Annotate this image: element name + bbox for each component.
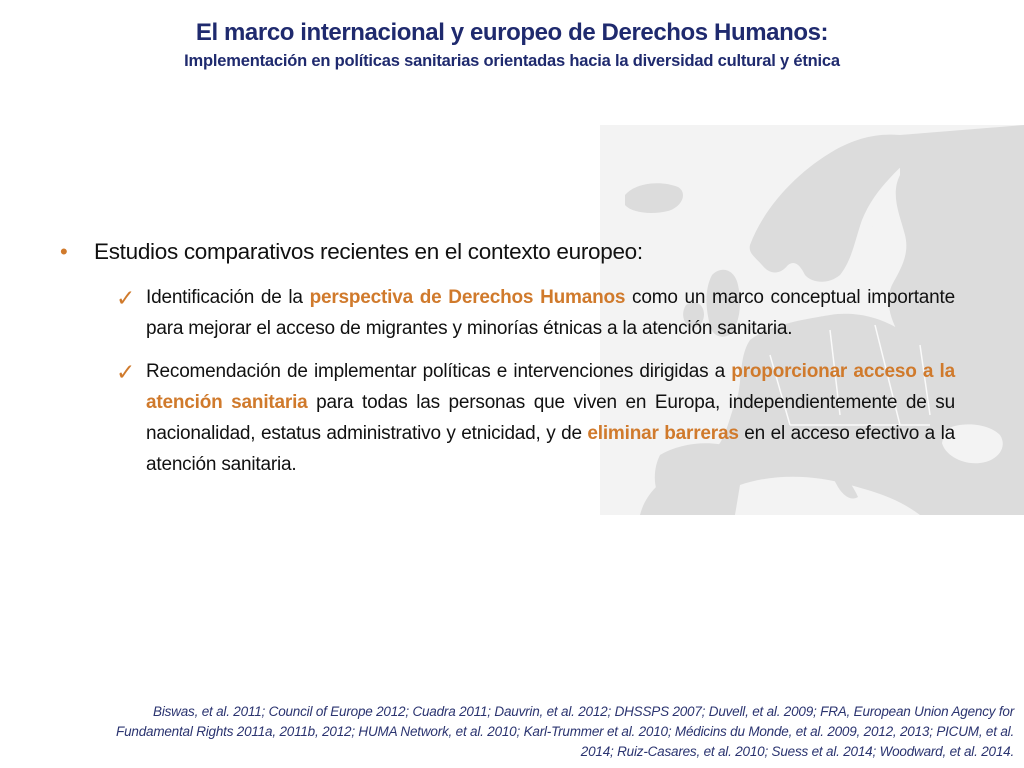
reference-line: Biswas, et al. 2011; Council of Europe 2012; Cuadra 2011; Dauvrin, et al. 2012; DHSSPS 2007; Duvell, et al. 2009; FRA, European Union Agency for xyxy=(153,704,1014,719)
references xyxy=(24,702,1014,762)
sub-bullet-text: Identificación de la xyxy=(146,287,310,308)
reference-line: 2014; Ruiz-Casares, et al. 2010; Suess et al. 2014; Woodward, et al. 2014. xyxy=(580,744,1014,759)
slide-content xyxy=(60,236,955,492)
highlight-text: proporcionar acceso a la atención sanitaria xyxy=(146,361,956,413)
sub-bullet-item xyxy=(60,356,955,480)
highlight-text: perspectiva de Derechos Humanos xyxy=(309,287,626,308)
slide-subtitle: Implementación en políticas sanitarias orientadas hacia la diversidad cultural y étnica xyxy=(184,52,840,70)
reference-line: Fundamental Rights 2011a, 2011b, 2012; HUMA Network, et al. 2010; Karl-Trummer et al. 2010; Médicins du Monde, et al. 2009, 2012, 2013; PICUM, et al. xyxy=(116,724,1014,739)
title-block xyxy=(0,18,1024,73)
main-bullet xyxy=(60,236,955,268)
highlight-text: eliminar barreras xyxy=(587,423,739,444)
main-bullet-text: Estudios comparativos recientes en el contexto europeo: xyxy=(94,239,643,264)
sub-bullet-item xyxy=(60,282,955,344)
bullet-dot-icon: • xyxy=(60,239,68,264)
sub-bullet-text: Recomendación de implementar políticas e intervenciones dirigidas a xyxy=(146,361,732,382)
sub-bullet-text: como un marco conceptual importante para mejorar el acceso de migrantes y minorías étnicas a la atención sanitaria. xyxy=(146,287,955,339)
sub-bullet-text: en el acceso efectivo a la atención sanitaria. xyxy=(146,423,955,475)
slide-title: El marco internacional y europeo de Derechos Humanos: xyxy=(195,19,829,46)
checkmark-icon: ✓ xyxy=(116,359,136,385)
sub-bullet-list xyxy=(60,282,955,480)
checkmark-icon: ✓ xyxy=(116,285,136,311)
sub-bullet-text: para todas las personas que viven en Europa, independientemente de su nacionalidad, estatus administrativo y etnicidad, y de xyxy=(146,392,955,444)
